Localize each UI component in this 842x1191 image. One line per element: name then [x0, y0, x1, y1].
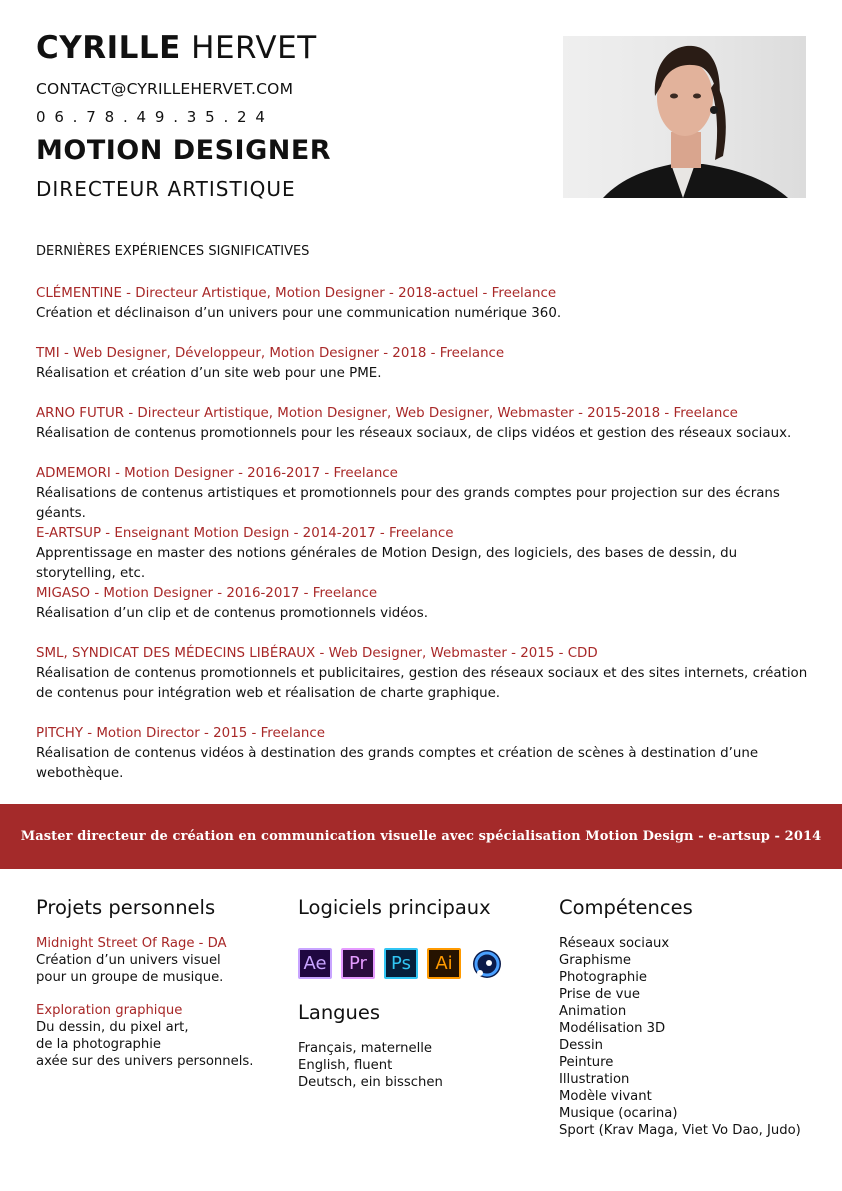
project-line: Création d’un univers visuel: [36, 953, 221, 968]
project-line: pour un groupe de musique.: [36, 970, 224, 985]
skills-heading: Compétences: [559, 896, 693, 919]
experience-title: ADMEMORI - Motion Designer - 2016-2017 - Freelance: [36, 466, 398, 481]
languages-heading: Langues: [298, 1001, 381, 1024]
skill-item: Dessin: [559, 1038, 604, 1053]
project-item: [36, 935, 227, 986]
language-item: English, fluent: [298, 1058, 393, 1073]
skill-item: Musique (ocarina): [559, 1106, 678, 1121]
software-heading: Logiciels principaux: [298, 896, 491, 919]
experience-description: Réalisations de contenus artistiques et promotionnels pour des grands comptes pour projection sur des écrans géants.: [36, 486, 780, 521]
skills-list: [559, 935, 801, 1139]
name-first: CYRILLE: [36, 30, 181, 66]
skill-item: Peinture: [559, 1055, 614, 1070]
phone-number: 06.78.49.35.24: [36, 108, 274, 126]
experience-description: Réalisation et création d’un site web pour une PME.: [36, 366, 382, 381]
skill-item: Modélisation 3D: [559, 1021, 666, 1036]
experience-title: TMI - Web Designer, Développeur, Motion Designer - 2018 - Freelance: [36, 346, 505, 361]
experience-description: Réalisation de contenus vidéos à destination des grands comptes et création de scènes à destination d’une webothèque.: [36, 746, 759, 781]
education-text: Master directeur de création en communication visuelle avec spécialisation Motion Design - e-artsup - 2014: [20, 829, 822, 844]
software-icons: [298, 948, 504, 979]
candidate-name: [36, 30, 317, 66]
experience-title: MIGASO - Motion Designer - 2016-2017 - Freelance: [36, 586, 378, 601]
experience-title: CLÉMENTINE - Directeur Artistique, Motion Designer - 2018-actuel - Freelance: [36, 286, 557, 301]
project-title: Midnight Street Of Rage - DA: [36, 936, 227, 951]
language-item: Deutsch, ein bisschen: [298, 1075, 443, 1090]
experience-title: SML, SYNDICAT DES MÉDECINS LIBÉRAUX - Web Designer, Webmaster - 2015 - CDD: [36, 646, 598, 661]
experience-title: E-ARTSUP - Enseignant Motion Design - 2014-2017 - Freelance: [36, 526, 454, 541]
experience-item: [36, 464, 816, 524]
name-last: HERVET: [191, 30, 317, 66]
experience-description: Réalisation de contenus promotionnels pour les réseaux sociaux, de clips vidéos et gestion des réseaux sociaux.: [36, 426, 792, 441]
role-primary: MOTION DESIGNER: [36, 135, 332, 166]
portrait-photo: [563, 36, 806, 198]
premiere-icon: Pr: [341, 948, 375, 979]
experience-description: Création et déclinaison d’un univers pour une communication numérique 360.: [36, 306, 562, 321]
experience-item: [36, 724, 816, 784]
project-line: de la photographie: [36, 1037, 162, 1052]
skill-item: Réseaux sociaux: [559, 936, 670, 951]
project-line: axée sur des univers personnels.: [36, 1054, 254, 1069]
skill-item: Photographie: [559, 970, 647, 985]
experiences-heading: DERNIÈRES EXPÉRIENCES SIGNIFICATIVES: [36, 244, 310, 259]
after-effects-icon: Ae: [298, 948, 332, 979]
languages-list: [298, 1040, 443, 1091]
project-item: [36, 1002, 253, 1070]
skill-item: Illustration: [559, 1072, 630, 1087]
experience-description: Apprentissage en master des notions générales de Motion Design, des logiciels, des bases de dessin, du storytelling, etc.: [36, 546, 738, 581]
email-address[interactable]: CONTACT@CYRILLEHERVET.COM: [36, 80, 294, 98]
cinema4d-icon: [470, 948, 504, 979]
photoshop-icon: Ps: [384, 948, 418, 979]
skill-item: Prise de vue: [559, 987, 640, 1002]
illustrator-icon: Ai: [427, 948, 461, 979]
skill-item: Sport (Krav Maga, Viet Vo Dao, Judo): [559, 1123, 801, 1138]
projects-heading: Projets personnels: [36, 896, 216, 919]
experience-item: [36, 524, 816, 584]
experience-title: PITCHY - Motion Director - 2015 - Freelance: [36, 726, 326, 741]
project-title: Exploration graphique: [36, 1003, 183, 1018]
experience-description: Réalisation de contenus promotionnels et publicitaires, gestion des réseaux sociaux et des sites internets, création de contenus pour intégration web et réalisation de charte graphique.: [36, 666, 808, 701]
project-line: Du dessin, du pixel art,: [36, 1020, 189, 1035]
experience-item: [36, 644, 816, 704]
experience-title: ARNO FUTUR - Directeur Artistique, Motion Designer, Web Designer, Webmaster - 2015-2018 - Freelance: [36, 406, 738, 421]
skill-item: Graphisme: [559, 953, 631, 968]
education-band: [0, 804, 842, 869]
role-secondary: DIRECTEUR ARTISTIQUE: [36, 177, 296, 201]
experience-item: [36, 404, 816, 444]
language-item: Français, maternelle: [298, 1041, 433, 1056]
experience-item: [36, 344, 816, 384]
skill-item: Modèle vivant: [559, 1089, 652, 1104]
skill-item: Animation: [559, 1004, 627, 1019]
experience-item: [36, 584, 816, 624]
experience-item: [36, 284, 816, 324]
experience-description: Réalisation d’un clip et de contenus promotionnels vidéos.: [36, 606, 428, 621]
